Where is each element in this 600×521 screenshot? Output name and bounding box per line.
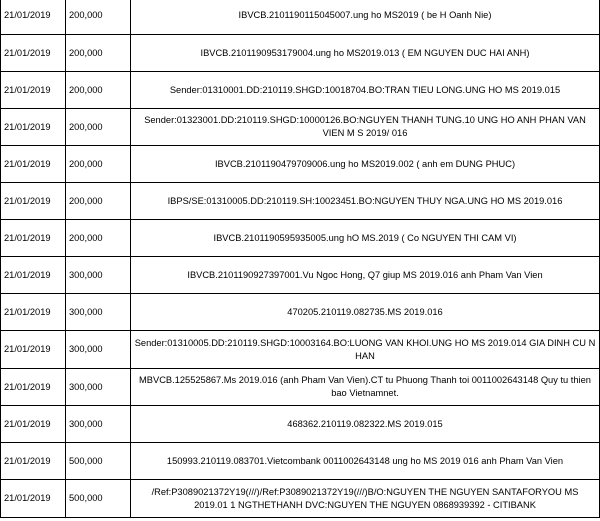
amount-cell: 300,000	[66, 257, 131, 294]
description-cell: IBVCB.2101190927397001.Vu Ngoc Hong, Q7 giup MS 2019.016 anh Pham Van Vien	[131, 257, 600, 294]
transactions-table-body	[1, 0, 600, 518]
amount-cell: 200,000	[66, 109, 131, 146]
amount-cell: 200,000	[66, 0, 131, 35]
description-cell: IBVCB.2101190595935005.ung hO MS.2019 ( Co NGUYEN THI CAM VI)	[131, 220, 600, 257]
date-cell: 21/01/2019	[1, 406, 66, 443]
amount-cell: 500,000	[66, 480, 131, 518]
date-cell: 21/01/2019	[1, 294, 66, 331]
table-row	[1, 72, 600, 109]
description-cell: Sender:01310005.DD:210119.SHGD:10003164.BO:LUONG VAN KHOI.UNG HO MS 2019.014 GIA DINH CU N HAN	[131, 331, 600, 369]
date-cell: 21/01/2019	[1, 183, 66, 220]
amount-cell: 200,000	[66, 183, 131, 220]
description-cell: Sender:01323001.DD:210119.SHGD:10000126.BO:NGUYEN THANH TUNG.10 UNG HO ANH PHAN VAN VIEN M S 2019/ 016	[131, 109, 600, 146]
amount-cell: 200,000	[66, 146, 131, 183]
date-cell: 21/01/2019	[1, 72, 66, 109]
date-cell: 21/01/2019	[1, 146, 66, 183]
description-cell: MBVCB.125525867.Ms 2019.016 (anh Pham Van Vien).CT tu Phuong Thanh toi 0011002643148 Quy tu thien bao Vietnamnet.	[131, 369, 600, 406]
description-cell: 468362.210119.082322.MS 2019.015	[131, 406, 600, 443]
table-row	[1, 220, 600, 257]
date-cell: 21/01/2019	[1, 257, 66, 294]
table-row	[1, 0, 600, 35]
table-row	[1, 146, 600, 183]
amount-cell: 200,000	[66, 35, 131, 72]
table-row	[1, 331, 600, 369]
amount-cell: 300,000	[66, 294, 131, 331]
table-row	[1, 443, 600, 480]
date-cell: 21/01/2019	[1, 443, 66, 480]
description-cell: IBVCB.2101190115045007.ung ho MS2019 ( be H Oanh Nie)	[131, 0, 600, 35]
date-cell: 21/01/2019	[1, 369, 66, 406]
description-cell: /Ref:P3089021372Y19(///)/Ref:P3089021372Y19(///)B/O:NGUYEN THE NGUYEN SANTAFORYOU MS 2019.01 1 NGTHETHANH DVC:NGUYEN THE NGUYEN 0868939392 - CITIBANK	[131, 480, 600, 518]
table-row	[1, 406, 600, 443]
description-cell: IBVCB.2101190479709006.ung ho MS2019.002 ( anh em DUNG PHUC)	[131, 146, 600, 183]
amount-cell: 200,000	[66, 72, 131, 109]
amount-cell: 500,000	[66, 443, 131, 480]
table-row	[1, 257, 600, 294]
table-row	[1, 183, 600, 220]
amount-cell: 300,000	[66, 406, 131, 443]
description-cell: IBPS/SE:01310005.DD:210119.SH:10023451.BO:NGUYEN THUY NGA.UNG HO MS 2019.016	[131, 183, 600, 220]
table-row	[1, 480, 600, 518]
table-row	[1, 294, 600, 331]
date-cell: 21/01/2019	[1, 480, 66, 518]
date-cell: 21/01/2019	[1, 220, 66, 257]
table-row	[1, 369, 600, 406]
description-cell: IBVCB.2101190953179004.ung ho MS2019.013 ( EM NGUYEN DUC HAI ANH)	[131, 35, 600, 72]
table-row	[1, 109, 600, 146]
amount-cell: 300,000	[66, 369, 131, 406]
description-cell: Sender:01310001.DD:210119.SHGD:10018704.BO:TRAN TIEU LONG.UNG HO MS 2019.015	[131, 72, 600, 109]
amount-cell: 200,000	[66, 220, 131, 257]
table-row	[1, 35, 600, 72]
date-cell: 21/01/2019	[1, 0, 66, 35]
amount-cell: 300,000	[66, 331, 131, 369]
description-cell: 470205.210119.082735.MS 2019.016	[131, 294, 600, 331]
description-cell: 150993.210119.083701.Vietcombank 0011002643148 ung ho MS 2019 016 anh Pham Van Vien	[131, 443, 600, 480]
date-cell: 21/01/2019	[1, 35, 66, 72]
date-cell: 21/01/2019	[1, 331, 66, 369]
date-cell: 21/01/2019	[1, 109, 66, 146]
